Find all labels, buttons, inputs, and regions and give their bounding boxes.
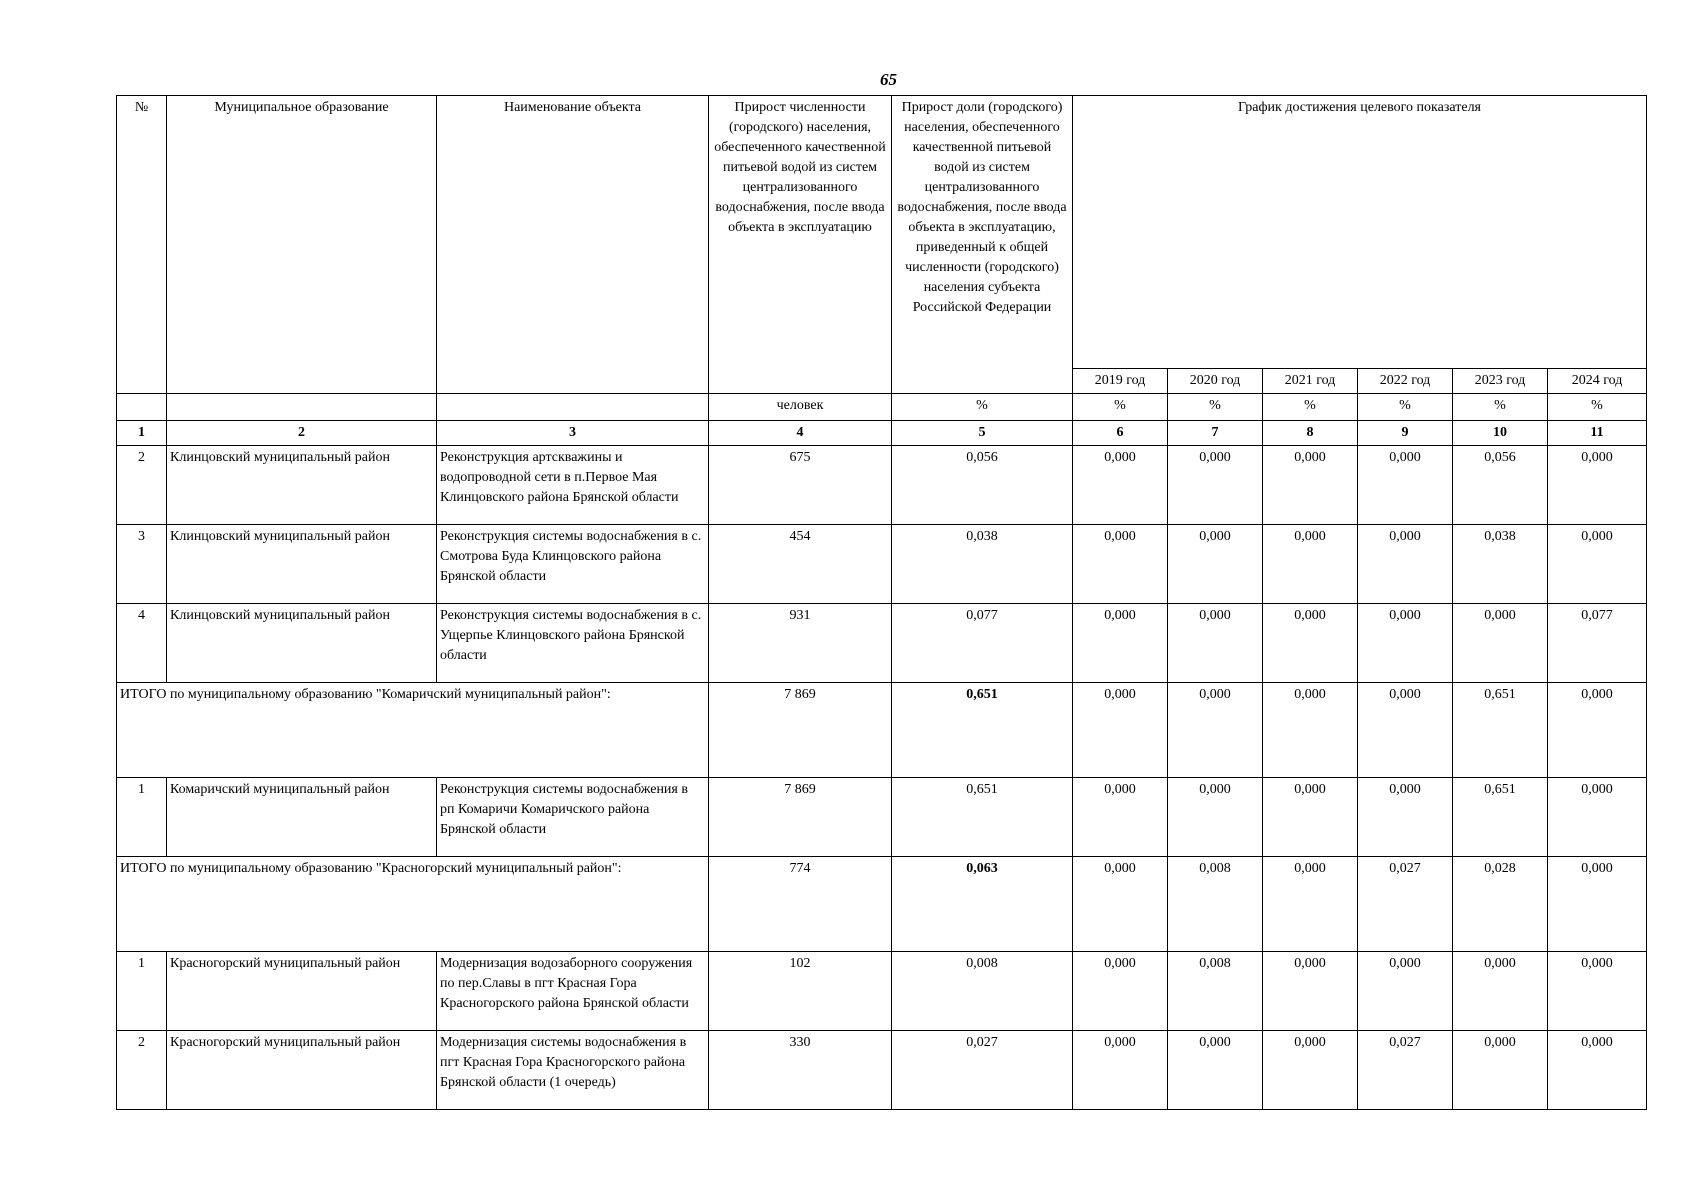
year-value-cell: 0,000: [1263, 525, 1358, 604]
year-value-cell: 0,077: [1548, 604, 1647, 683]
year-value-cell: 0,000: [1073, 604, 1168, 683]
column-number: 10: [1453, 421, 1548, 446]
year-value-cell: 0,000: [1358, 446, 1453, 525]
year-value-cell: 0,000: [1263, 1031, 1358, 1110]
object-cell: [437, 525, 709, 604]
total-row: [117, 857, 1647, 952]
column-number: 8: [1263, 421, 1358, 446]
year-value-cell: 0,000: [1263, 683, 1358, 778]
year-value-cell: 0,008: [1168, 952, 1263, 1031]
year-value-cell: 0,000: [1073, 1031, 1168, 1110]
object-cell: [437, 604, 709, 683]
object-cell: [437, 1031, 709, 1110]
header-year-2019: 2019 год: [1073, 369, 1168, 394]
header-share-growth: Прирост доли (городского) населения, обеспеченного качественной питьевой водой из систем централизованного водоснабжения, после ввода объекта в эксплуатацию, приведенный к общей численности (городского) населения субъекта Российской Федерации: [892, 96, 1073, 394]
row-number: 2: [117, 1031, 167, 1110]
share-cell: 0,027: [892, 1031, 1073, 1110]
object-name: Реконструкция артскважины и водопроводной сети в п.Первое Мая Клинцовского района Брянской области: [440, 450, 679, 505]
unit-percent: %: [1073, 394, 1168, 421]
row-number: 1: [117, 952, 167, 1031]
header-year-2020: 2020 год: [1168, 369, 1263, 394]
year-value-cell: 0,000: [1168, 683, 1263, 778]
table-row: [117, 446, 1647, 525]
year-value-cell: 0,000: [1358, 952, 1453, 1031]
share-cell: 0,056: [892, 446, 1073, 525]
year-value-cell: 0,000: [1263, 446, 1358, 525]
year-value-cell: 0,651: [1453, 683, 1548, 778]
total-label: ИТОГО по муниципальному образованию "Красногорский муниципальный район":: [117, 857, 709, 952]
unit-percent: %: [1168, 394, 1263, 421]
table-row: [117, 1031, 1647, 1110]
unit-empty: [437, 394, 709, 421]
year-value-cell: 0,027: [1358, 857, 1453, 952]
column-number: 3: [437, 421, 709, 446]
municipality-cell: Клинцовский муниципальный район: [167, 525, 437, 604]
column-number: 11: [1548, 421, 1647, 446]
municipality-cell: Клинцовский муниципальный район: [167, 446, 437, 525]
share-cell: 0,077: [892, 604, 1073, 683]
people-cell: 931: [709, 604, 892, 683]
column-number: 5: [892, 421, 1073, 446]
year-value-cell: 0,000: [1453, 604, 1548, 683]
header-year-2023: 2023 год: [1453, 369, 1548, 394]
unit-people: человек: [709, 394, 892, 421]
year-value-cell: 0,000: [1263, 952, 1358, 1031]
object-name: Реконструкция системы водоснабжения в с. Ущерпье Клинцовского района Брянской области: [440, 608, 702, 663]
year-value-cell: 0,000: [1358, 525, 1453, 604]
year-value-cell: 0,000: [1358, 683, 1453, 778]
year-value-cell: 0,000: [1548, 1031, 1647, 1110]
page-number: 65: [880, 70, 897, 89]
header-year-2024: 2024 год: [1548, 369, 1647, 394]
row-number: 2: [117, 446, 167, 525]
year-value-cell: 0,000: [1073, 525, 1168, 604]
year-value-cell: 0,651: [1453, 778, 1548, 857]
column-number: 1: [117, 421, 167, 446]
unit-empty: [117, 394, 167, 421]
year-value-cell: 0,000: [1548, 857, 1647, 952]
unit-percent: %: [1358, 394, 1453, 421]
share-cell: 0,038: [892, 525, 1073, 604]
people-cell: 7 869: [709, 683, 892, 778]
table-row: [117, 778, 1647, 857]
header-municipality: Муниципальное образование: [167, 96, 437, 394]
year-value-cell: 0,000: [1548, 525, 1647, 604]
row-number: 3: [117, 525, 167, 604]
year-value-cell: 0,000: [1548, 683, 1647, 778]
year-value-cell: 0,000: [1548, 778, 1647, 857]
object-cell: [437, 952, 709, 1031]
object-name: Модернизация водозаборного сооружения по пер.Славы в пгт Красная Гора Красногорского района Брянской области: [440, 956, 693, 1011]
year-value-cell: 0,000: [1073, 778, 1168, 857]
row-number: 1: [117, 778, 167, 857]
year-value-cell: 0,000: [1263, 857, 1358, 952]
people-cell: 330: [709, 1031, 892, 1110]
people-cell: 7 869: [709, 778, 892, 857]
year-value-cell: 0,000: [1263, 778, 1358, 857]
column-number: 2: [167, 421, 437, 446]
indicator-table: [116, 95, 1647, 1110]
municipality-cell: Клинцовский муниципальный район: [167, 604, 437, 683]
share-cell: 0,651: [892, 683, 1073, 778]
year-value-cell: 0,000: [1073, 952, 1168, 1031]
people-cell: 102: [709, 952, 892, 1031]
year-value-cell: 0,038: [1453, 525, 1548, 604]
column-number: 4: [709, 421, 892, 446]
table-row: [117, 604, 1647, 683]
municipality-cell: Красногорский муниципальный район: [167, 1031, 437, 1110]
unit-empty: [167, 394, 437, 421]
year-value-cell: 0,056: [1453, 446, 1548, 525]
year-value-cell: 0,000: [1548, 446, 1647, 525]
year-value-cell: 0,000: [1358, 778, 1453, 857]
object-cell: [437, 446, 709, 525]
people-cell: 454: [709, 525, 892, 604]
row-number: 4: [117, 604, 167, 683]
header-year-2021: 2021 год: [1263, 369, 1358, 394]
total-label: ИТОГО по муниципальному образованию "Комаричский муниципальный район":: [117, 683, 709, 778]
table-row: [117, 952, 1647, 1031]
year-value-cell: 0,000: [1168, 1031, 1263, 1110]
object-cell: [437, 778, 709, 857]
object-name: Реконструкция системы водоснабжения в с. Смотрова Буда Клинцовского района Брянской области: [440, 529, 702, 584]
municipality-cell: Красногорский муниципальный район: [167, 952, 437, 1031]
year-value-cell: 0,000: [1548, 952, 1647, 1031]
table-row: [117, 525, 1647, 604]
year-value-cell: 0,000: [1358, 604, 1453, 683]
share-cell: 0,063: [892, 857, 1073, 952]
column-number: 9: [1358, 421, 1453, 446]
year-value-cell: 0,008: [1168, 857, 1263, 952]
header-no: №: [117, 96, 167, 394]
year-value-cell: 0,000: [1263, 604, 1358, 683]
year-value-cell: 0,028: [1453, 857, 1548, 952]
people-cell: 675: [709, 446, 892, 525]
year-value-cell: 0,027: [1358, 1031, 1453, 1110]
unit-percent: %: [1548, 394, 1647, 421]
year-value-cell: 0,000: [1073, 857, 1168, 952]
share-cell: 0,008: [892, 952, 1073, 1031]
year-value-cell: 0,000: [1073, 446, 1168, 525]
unit-percent: %: [1453, 394, 1548, 421]
share-cell: 0,651: [892, 778, 1073, 857]
header-schedule: График достижения целевого показателя: [1073, 96, 1647, 369]
year-value-cell: 0,000: [1453, 952, 1548, 1031]
header-year-2022: 2022 год: [1358, 369, 1453, 394]
unit-percent: %: [892, 394, 1073, 421]
total-row: [117, 683, 1647, 778]
column-number: 6: [1073, 421, 1168, 446]
people-cell: 774: [709, 857, 892, 952]
year-value-cell: 0,000: [1073, 683, 1168, 778]
object-name: Реконструкция системы водоснабжения в рп Комаричи Комаричского района Брянской области: [440, 782, 688, 837]
header-object: Наименование объекта: [437, 96, 709, 394]
unit-percent: %: [1263, 394, 1358, 421]
column-number: 7: [1168, 421, 1263, 446]
year-value-cell: 0,000: [1168, 778, 1263, 857]
object-name: Модернизация системы водоснабжения в пгт Красная Гора Красногорского района Брянской области (1 очередь): [440, 1035, 687, 1090]
municipality-cell: Комаричский муниципальный район: [167, 778, 437, 857]
header-population-growth: Прирост численности (городского) населения, обеспеченного качественной питьевой водой из систем централизованного водоснабжения, после ввода объекта в эксплуатацию: [709, 96, 892, 394]
year-value-cell: 0,000: [1168, 446, 1263, 525]
year-value-cell: 0,000: [1168, 604, 1263, 683]
year-value-cell: 0,000: [1168, 525, 1263, 604]
year-value-cell: 0,000: [1453, 1031, 1548, 1110]
